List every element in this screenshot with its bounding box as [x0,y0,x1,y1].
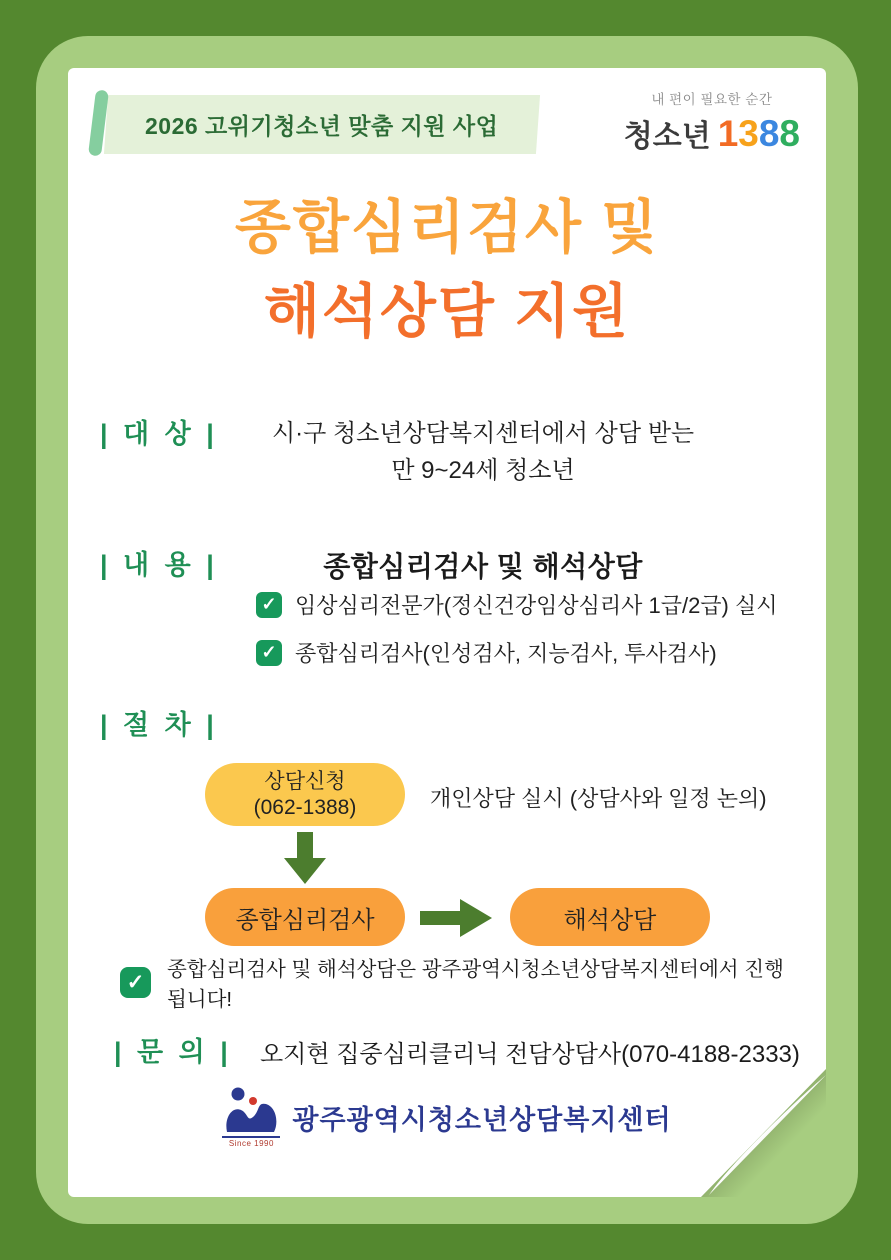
procedure-note-text: 종합심리검사 및 해석상담은 광주광역시청소년상담복지센터에서 진행됩니다! [167,958,784,1011]
section-label-procedure: | 절 차 | [100,710,218,740]
step-apply-pill [205,763,405,826]
page-title-line2: 해석상담 지원 [263,279,631,344]
paper-sheet [68,68,826,1197]
content-item-text: 임상심리전문가(정신건강임상심리사 1급/2급) 실시 [295,593,778,618]
section-label-inquiry: | 문 의 | [114,1037,232,1067]
arrow-down-icon [284,832,326,884]
program-badge-label: 2026 고위기청소년 맞춤 지원 사업 [145,113,499,139]
org-name-text: 광주광역시청소년상담복지센터 [292,1104,672,1135]
logo-1388-digits: 1388 [717,113,800,154]
target-description [218,415,748,489]
step-apply-line2: (062-1388) [253,795,357,819]
checkbox-icon: ✓ [256,592,282,618]
inquiry-contact-text: 오지현 집중심리클리닉 전담상담사(070-4188-2333) [260,1041,800,1068]
youth-1388-logo [624,88,800,155]
content-check-item [256,637,717,668]
org-logo-since: Since 1990 [222,1136,280,1148]
step-apply-note: 개인상담 실시 (상담사와 일정 논의) [430,786,767,811]
arrow-right-icon [420,899,492,937]
logo-tagline: 내 편이 필요한 순간 [651,92,773,107]
content-check-item [256,589,778,620]
step-apply-line1: 상담신청 [264,769,346,793]
program-badge [104,95,540,154]
section-label-target: | 대 상 | [100,419,218,449]
org-logo-mark-icon [222,1086,280,1148]
procedure-note [120,952,800,1012]
target-line1: 시·구 청소년상담복지센터에서 상담 받는 [271,420,695,447]
page-curl [701,1069,826,1197]
target-line2: 만 9~24세 청소년 [391,457,575,484]
step-interpret-pill: 해석상담 [510,888,710,946]
content-heading: 종합심리검사 및 해석상담 [323,551,643,582]
checkbox-icon: ✓ [256,640,282,666]
checkbox-icon: ✓ [120,967,151,998]
content-item-text: 종합심리검사(인성검사, 지능검사, 투사검사) [295,641,717,666]
logo-brand-text: 청소년 [623,120,711,153]
page-title [68,186,826,354]
page-title-line1: 종합심리검사 및 [234,195,660,260]
section-label-content: | 내 용 | [100,550,218,580]
step-test-pill: 종합심리검사 [205,888,405,946]
